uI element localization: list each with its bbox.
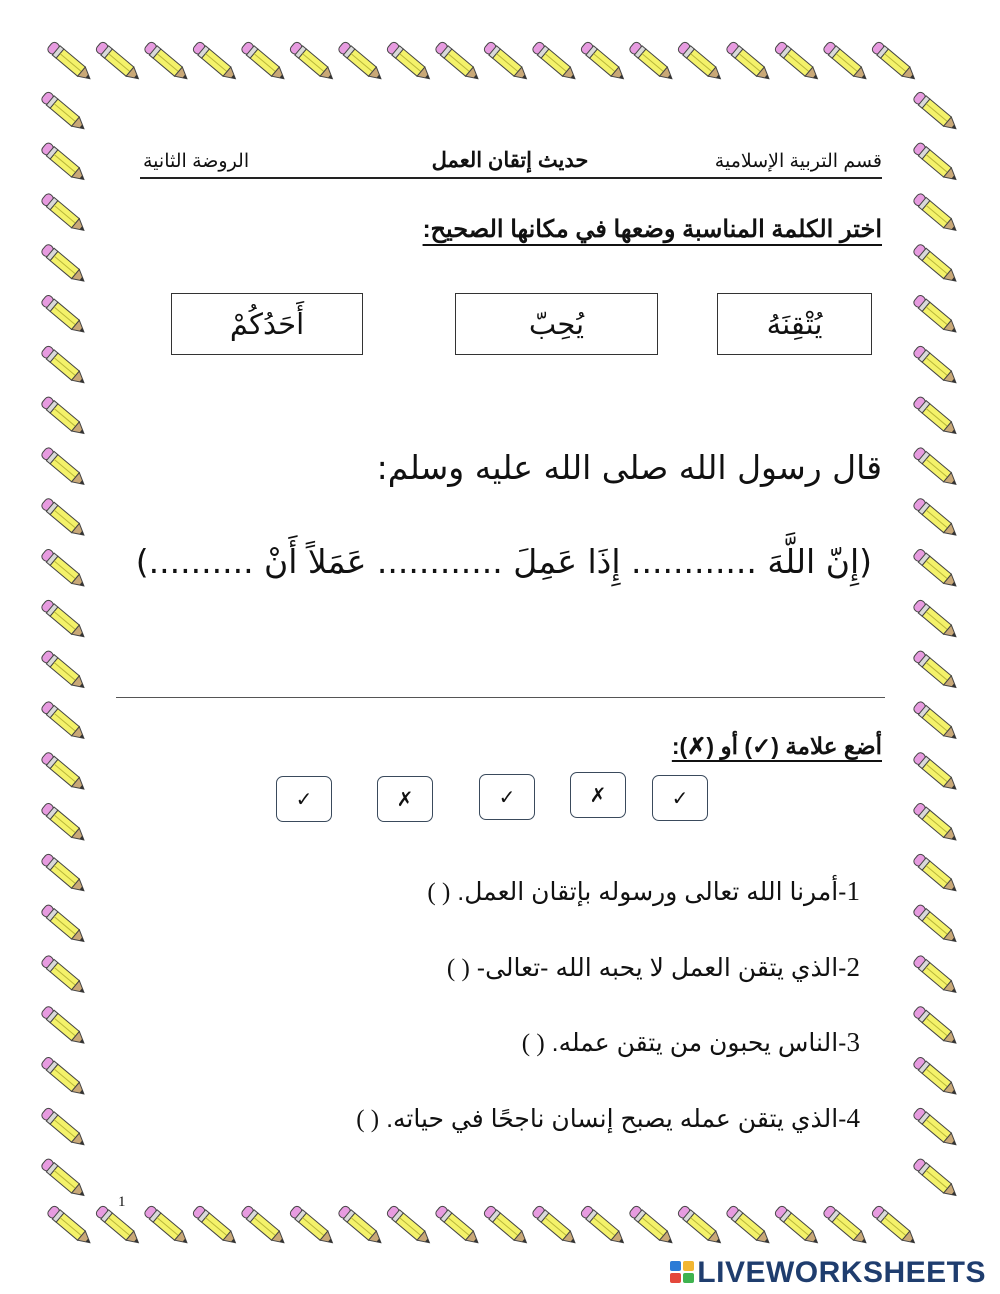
pencil-icon [628, 41, 676, 84]
department-label: قسم التربية الإسلامية [714, 151, 882, 172]
liveworksheets-logo-icon [669, 1259, 695, 1285]
pencil-icon [912, 548, 960, 591]
pencil-icon [95, 1205, 143, 1248]
pencil-icon [725, 41, 773, 84]
pencil-icon [774, 41, 822, 84]
pencil-icon [912, 345, 960, 388]
pencil-icon [337, 1205, 385, 1248]
pencil-icon [40, 1056, 88, 1099]
pencil-icon [386, 1205, 434, 1248]
pencil-icon [40, 91, 88, 134]
pencil-icon [40, 446, 88, 489]
section-divider [116, 697, 885, 698]
brand-text: LIVEWORKSHEETS [697, 1256, 986, 1289]
statement-2 [447, 952, 860, 983]
pencil-icon [40, 903, 88, 946]
pencil-icon [483, 1205, 531, 1248]
pencil-icon [40, 548, 88, 591]
worksheet-title: حديث إتقان العمل [431, 149, 589, 172]
pencil-icon [46, 1205, 94, 1248]
pencil-icon [483, 41, 531, 84]
pencil-icon [912, 395, 960, 438]
statement-number: 3 [846, 1027, 860, 1057]
pencil-icon [912, 802, 960, 845]
answer-blank[interactable]: ( ) [446, 955, 470, 982]
pencil-icon [912, 497, 960, 540]
cross-mark-tile[interactable]: ✗ [570, 772, 626, 818]
pencil-icon [40, 395, 88, 438]
statement-number: 2 [846, 952, 860, 982]
pencil-icon [822, 1205, 870, 1248]
pencil-icon [434, 41, 482, 84]
pencil-icon [95, 41, 143, 84]
pencil-icon [40, 853, 88, 896]
pencil-icon [912, 751, 960, 794]
pencil-icon [40, 649, 88, 692]
pencil-icon [40, 243, 88, 286]
pencil-icon [871, 41, 919, 84]
statement-number: 4 [846, 1103, 860, 1133]
pencil-icon [40, 497, 88, 540]
pencil-icon [628, 1205, 676, 1248]
pencil-icon [40, 294, 88, 337]
pencil-icon [40, 802, 88, 845]
answer-blank[interactable]: ( ) [521, 1030, 545, 1057]
pencil-icon [912, 141, 960, 184]
section2-instruction: أضع علامة (✓) أو (✗): [671, 733, 882, 759]
pencil-icon [240, 1205, 288, 1248]
pencil-icon [677, 1205, 725, 1248]
statement-number: 1 [846, 876, 860, 906]
pencil-icon [912, 700, 960, 743]
statement-text: -الذي يتقن العمل لا يحبه الله -تعالى- [476, 954, 847, 982]
pencil-icon [143, 41, 191, 84]
pencil-icon [912, 446, 960, 489]
statement-3 [522, 1027, 860, 1058]
pencil-icon [912, 954, 960, 997]
pencil-icon [912, 599, 960, 642]
check-mark-tile[interactable]: ✓ [479, 774, 535, 820]
pencil-icon [386, 41, 434, 84]
word-bank-item[interactable]: يُتْقِنَهُ [717, 293, 872, 355]
pencil-icon [40, 1107, 88, 1150]
pencil-icon [434, 1205, 482, 1248]
pencil-icon [912, 649, 960, 692]
pencil-icon [289, 1205, 337, 1248]
pencil-icon [40, 599, 88, 642]
liveworksheets-brand[interactable] [669, 1256, 986, 1290]
pencil-icon [40, 700, 88, 743]
statement-4 [356, 1103, 860, 1134]
statement-text: -الناس يحبون من يتقن عمله. [551, 1029, 847, 1057]
pencil-icon [912, 243, 960, 286]
pencil-icon [289, 41, 337, 84]
answer-blank[interactable]: ( ) [356, 1106, 380, 1133]
pencil-icon [143, 1205, 191, 1248]
class-label: الروضة الثانية [143, 151, 250, 172]
pencil-icon [531, 1205, 579, 1248]
pencil-icon [912, 1107, 960, 1150]
pencil-icon [580, 41, 628, 84]
pencil-icon [531, 41, 579, 84]
statement-text: -أمرنا الله تعالى ورسوله بإتقان العمل. [457, 878, 847, 906]
pencil-icon [871, 1205, 919, 1248]
pencil-icon [46, 41, 94, 84]
hadith-fill-blank[interactable]: (إِنّ اللَّهَ ............ إِذَا عَمِلَ ............ عَمَلاً أَنْ ..........) [135, 542, 872, 581]
check-mark-tile[interactable]: ✓ [276, 776, 332, 822]
answer-blank[interactable]: ( ) [427, 879, 451, 906]
statement-text: -الذي يتقن عمله يصبح إنسان ناجحًا في حياته. [386, 1105, 847, 1133]
statement-1 [427, 876, 860, 907]
pencil-icon [912, 294, 960, 337]
pencil-icon [40, 954, 88, 997]
pencil-icon [912, 1157, 960, 1200]
header-rule [140, 177, 882, 179]
pencil-icon [912, 1056, 960, 1099]
pencil-icon [40, 192, 88, 235]
pencil-icon [40, 141, 88, 184]
pencil-icon [240, 41, 288, 84]
pencil-icon [774, 1205, 822, 1248]
pencil-icon [580, 1205, 628, 1248]
word-bank-item[interactable]: أَحَدُكُمْ [171, 293, 363, 355]
page-number: 1 [118, 1194, 126, 1210]
pencil-icon [677, 41, 725, 84]
pencil-icon [725, 1205, 773, 1248]
pencil-icon [40, 1157, 88, 1200]
hadith-intro: قال رسول الله صلى الله عليه وسلم: [376, 448, 882, 487]
section1-instruction: اختر الكلمة المناسبة وضعها في مكانها الصحيح: [422, 216, 882, 243]
pencil-icon [40, 345, 88, 388]
pencil-icon [192, 1205, 240, 1248]
pencil-icon [337, 41, 385, 84]
cross-mark-tile[interactable]: ✗ [377, 776, 433, 822]
pencil-icon [192, 41, 240, 84]
pencil-icon [912, 853, 960, 896]
pencil-icon [912, 903, 960, 946]
word-bank-item[interactable]: يُحِبّ [455, 293, 658, 355]
pencil-icon [912, 192, 960, 235]
pencil-icon [40, 751, 88, 794]
pencil-icon [912, 1005, 960, 1048]
pencil-icon [40, 1005, 88, 1048]
check-mark-tile[interactable]: ✓ [652, 775, 708, 821]
pencil-icon [822, 41, 870, 84]
pencil-icon [912, 91, 960, 134]
